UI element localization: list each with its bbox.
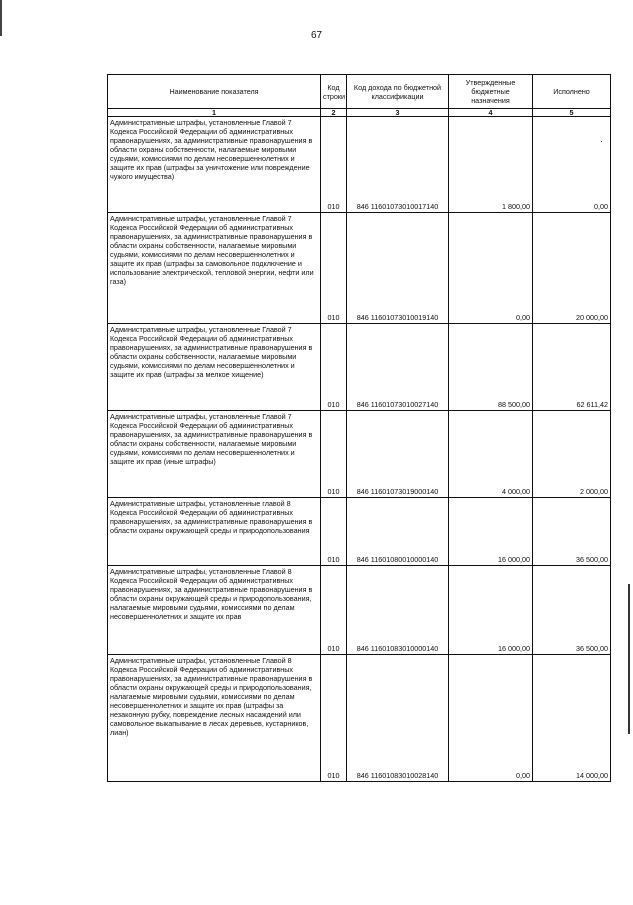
row-name: Административные штрафы, установленные Главой 7 Кодекса Российской Федерации об административных правонарушениях, за административные правонарушения в области охраны собственности, налагаемые мировыми судьями, комиссиями по делам несовершеннолетних и защите их прав (штрафы за самовольное подключение и использование электрической, тепловой энергии, нефти или газа) <box>108 213 321 324</box>
table-row <box>108 566 611 655</box>
table-row <box>108 498 611 566</box>
table-row <box>108 655 611 782</box>
row-name: Административные штрафы, установленные главой 8 Кодекса Российской Федерации об административных правонарушениях, за административные правонарушения в области охраны окружающей среды и природопользования <box>108 498 321 566</box>
row-name: Административные штрафы, установленные Главой 7 Кодекса Российской Федерации об административных правонарушениях, за административные правонарушения в области охраны собственности, налагаемые мировыми судьями, комиссиями по делам несовершеннолетних и защите их прав (иные штрафы) <box>108 411 321 498</box>
row-kbk: 846 11601083010028140 <box>347 655 449 782</box>
header-code: Код строки <box>321 75 347 109</box>
row-executed: 36 500,00 <box>533 566 611 655</box>
row-approved: 88 500,00 <box>449 324 533 411</box>
row-approved: 16 000,00 <box>449 498 533 566</box>
table-header-row <box>108 75 611 109</box>
row-approved: 1 800,00 <box>449 117 533 213</box>
row-name: Административные штрафы, установленные Главой 8 Кодекса Российской Федерации об административных правонарушениях, за административные правонарушения в области охраны окружающей среды и природопользования, налагаемые мировыми судьями, комиссиями по делам несовершеннолетних и защите их прав (штрафы за незаконную рубку, повреждение лесных насаждений или самовольное выкапывание в лесах деревьев, кустарников, лиан) <box>108 655 321 782</box>
row-approved: 16 000,00 <box>449 566 533 655</box>
row-code: 010 <box>321 213 347 324</box>
row-code: 010 <box>321 411 347 498</box>
row-code: 010 <box>321 566 347 655</box>
row-executed: 14 000,00 <box>533 655 611 782</box>
stray-mark: · <box>600 136 603 146</box>
row-kbk: 846 11601073019000140 <box>347 411 449 498</box>
row-name: Административные штрафы, установленные Главой 7 Кодекса Российской Федерации об административных правонарушениях, за административные правонарушения в области охраны собственности, налагаемые мировыми судьями, комиссиями по делам несовершеннолетних и защите их прав (штрафы за мелкое хищение) <box>108 324 321 411</box>
row-approved: 4 000,00 <box>449 411 533 498</box>
row-approved: 0,00 <box>449 655 533 782</box>
page-number: 67 <box>310 30 323 41</box>
row-code: 010 <box>321 655 347 782</box>
column-index: 4 <box>449 109 533 117</box>
row-executed: 36 500,00 <box>533 498 611 566</box>
row-approved: 0,00 <box>449 213 533 324</box>
header-name: Наименование показателя <box>108 75 321 109</box>
column-index: 5 <box>533 109 611 117</box>
row-name: Административные штрафы, установленные Главой 8 Кодекса Российской Федерации об административных правонарушениях, за административные правонарушения в области охраны окружающей среды и природопользования, налагаемые мировыми судьями, комиссиями по делам несовершеннолетних и защите их прав <box>108 566 321 655</box>
row-code: 010 <box>321 117 347 213</box>
table-row <box>108 324 611 411</box>
header-kbk: Код дохода по бюджетной классификации <box>347 75 449 109</box>
table-row <box>108 213 611 324</box>
row-executed: 2 000,00 <box>533 411 611 498</box>
header-approved: Утвержденные бюджетные назначения <box>449 75 533 109</box>
scan-edge-mark <box>628 584 630 734</box>
row-kbk: 846 11601080010000140 <box>347 498 449 566</box>
header-executed: Исполнено <box>533 75 611 109</box>
column-index: 3 <box>347 109 449 117</box>
table-row <box>108 411 611 498</box>
row-kbk: 846 11601073010027140 <box>347 324 449 411</box>
row-executed: 0,00 <box>533 117 611 213</box>
budget-report-table <box>107 74 611 782</box>
table-row <box>108 117 611 213</box>
row-code: 010 <box>321 324 347 411</box>
row-executed: 62 611,42 <box>533 324 611 411</box>
row-kbk: 846 11601073010017140 <box>347 117 449 213</box>
row-kbk: 846 11601083010000140 <box>347 566 449 655</box>
row-kbk: 846 11601073010019140 <box>347 213 449 324</box>
column-index-row <box>108 109 611 117</box>
column-index: 2 <box>321 109 347 117</box>
row-code: 010 <box>321 498 347 566</box>
row-name: Административные штрафы, установленные Главой 7 Кодекса Российской Федерации об административных правонарушениях, за административные правонарушения в области охраны собственности, налагаемые мировыми судьями, комиссиями по делам несовершеннолетних и защите их прав (штрафы за уничтожение или повреждение чужого имущества) <box>108 117 321 213</box>
row-executed: 20 000,00 <box>533 213 611 324</box>
column-index: 1 <box>108 109 321 117</box>
